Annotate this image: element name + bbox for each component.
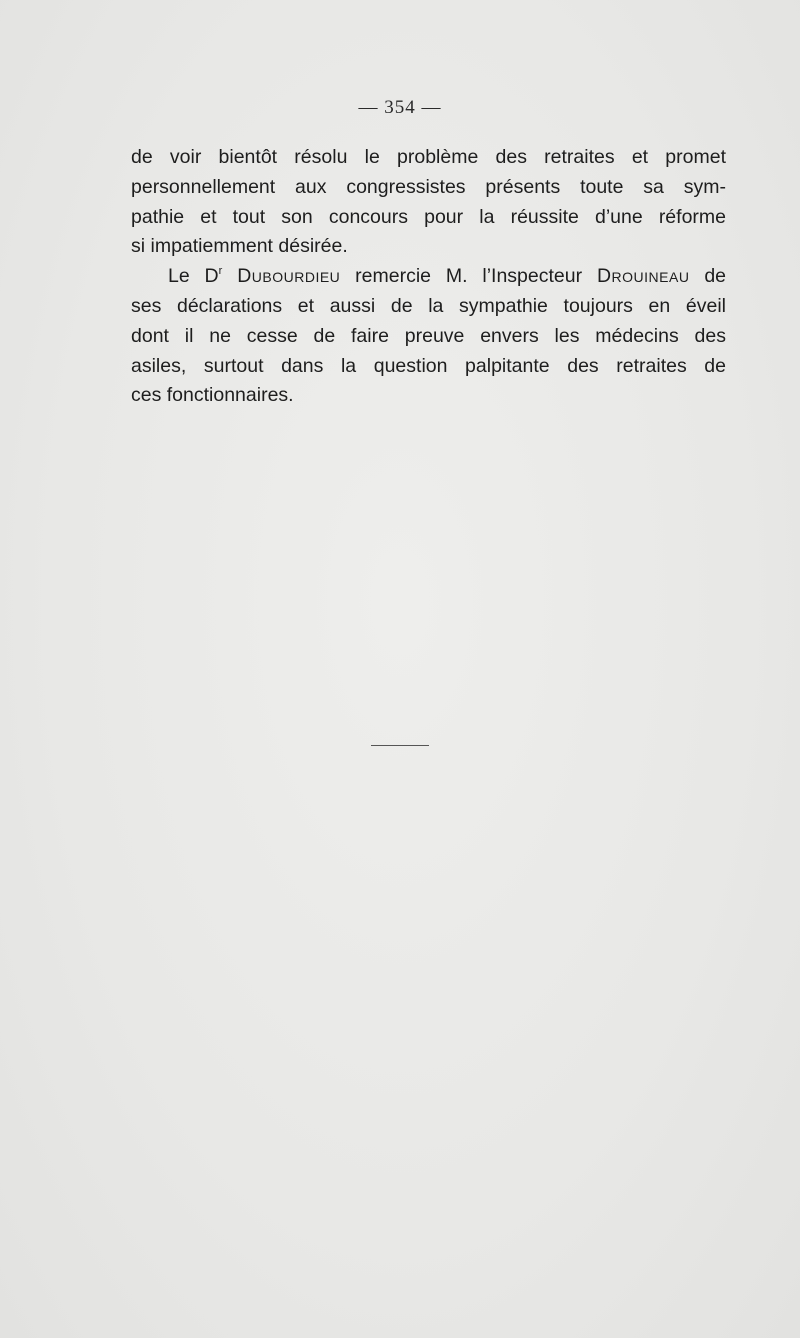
page-number: — 354 — — [358, 97, 442, 118]
text-line: ses déclarations et aussi de la sympathie toujours en éveil — [131, 294, 726, 317]
paragraph-2 — [131, 262, 726, 411]
text-line: pathie et tout son concours pour la réussite d’une réforme — [131, 205, 726, 228]
superscript: r — [218, 265, 223, 278]
section-divider — [371, 745, 429, 746]
text-line: ces fonctionnaires. — [131, 384, 294, 407]
text-line: dont il ne cesse de faire preuve envers les médecins des — [131, 324, 726, 347]
text-line: personnellement aux congressistes présents toute sa sym- — [131, 175, 726, 198]
text-line: asiles, surtout dans la question palpitante des retraites de — [131, 354, 726, 377]
person-name: Dubourdieu — [237, 265, 341, 288]
text-fragment: de — [689, 265, 727, 288]
text-line — [131, 262, 726, 292]
body-text — [131, 143, 726, 411]
paragraph-1 — [131, 143, 726, 262]
text-fragment: remercie M. l’Inspecteur — [340, 265, 597, 288]
person-name: Drouineau — [596, 265, 690, 288]
text-line: de voir bientôt résolu le problème des retraites et promet — [131, 146, 726, 168]
text-line: si impatiemment désirée. — [131, 235, 348, 258]
text-fragment: Le D — [168, 265, 219, 288]
